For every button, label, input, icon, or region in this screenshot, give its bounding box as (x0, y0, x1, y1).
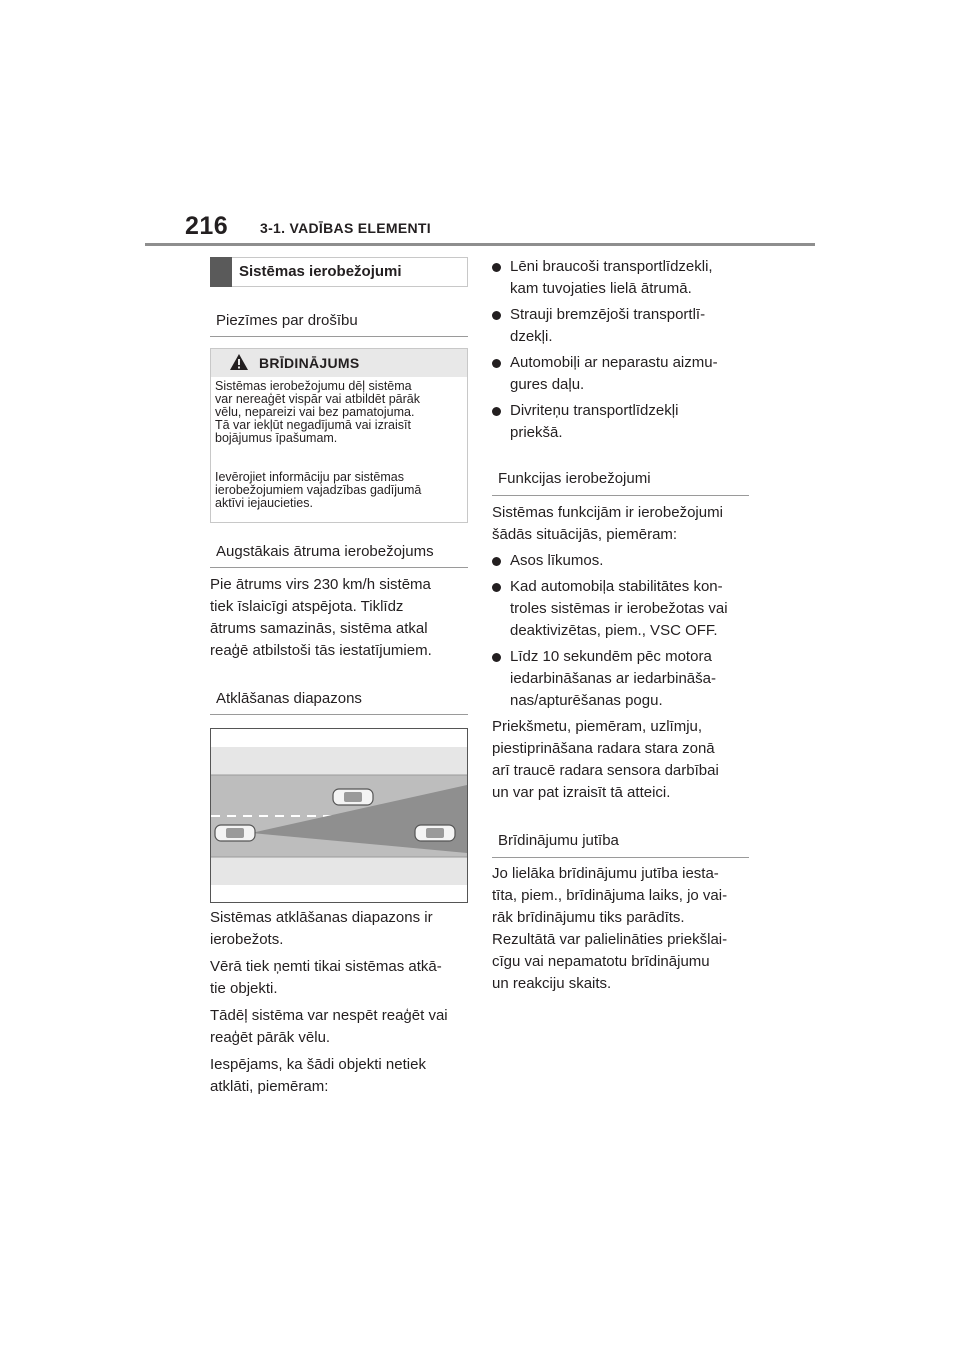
warning-line: var nereaģēt vispār vai atbildēt pārāk (215, 392, 420, 406)
section-tab-marker (210, 257, 232, 287)
bullet-line: Automobiļi ar neparastu aizmu- (510, 354, 718, 371)
safety-heading-rule (210, 336, 468, 337)
section-title: 3-1. VADĪBAS ELEMENTI (260, 220, 431, 236)
warning-sensitivity-heading: Brīdinājumu jutība (498, 832, 619, 849)
radar-obstruction-text (492, 716, 752, 804)
detection-paragraph (210, 956, 468, 1000)
bullet-item (492, 646, 752, 712)
body-line: arī traucē radara sensora darbībai (492, 762, 719, 779)
warning-text-2 (215, 471, 465, 510)
bullet-text (510, 256, 713, 300)
warning-line: Ievērojiet informāciju par sistēmas (215, 470, 404, 484)
body-line: Vērā tiek ņemti tikai sistēmas atkā- (210, 958, 442, 975)
bullet-dot (492, 263, 501, 272)
car-ahead-1 (333, 789, 373, 805)
bullet-item (492, 576, 752, 642)
bullet-line: Kad automobiļa stabilitātes kon- (510, 578, 723, 595)
body-line: Sistēmas atklāšanas diapazons ir (210, 909, 433, 926)
bullet-dot (492, 653, 501, 662)
warning-line: vēlu, nepareizi vai bez pamatojuma. (215, 405, 415, 419)
body-line: atklāti, piemēram: (210, 1078, 329, 1095)
bullet-line: nas/apturēšanas pogu. (510, 692, 663, 709)
bullet-line: dzekļi. (510, 328, 553, 345)
bullet-dot (492, 359, 501, 368)
road-diagram (211, 729, 467, 902)
section-box (210, 257, 468, 287)
bullet-line: Lēni braucoši transportlīdzekli, (510, 258, 713, 275)
bullet-text (510, 646, 716, 712)
bullet-dot (492, 407, 501, 416)
ego-car (215, 825, 255, 841)
function-limits-intro (492, 502, 752, 546)
bullet-line: Strauji bremzējoši transportlī- (510, 306, 706, 323)
body-line: Tādēļ sistēma var nespēt reaģēt vai (210, 1007, 448, 1024)
bullet-line: priekšā. (510, 424, 563, 441)
detection-range-illustration (210, 728, 468, 903)
bullet-dot (492, 583, 501, 592)
bullet-line: troles sistēmas ir ierobežotas vai (510, 600, 728, 617)
warning-header (211, 349, 467, 377)
body-line: ātrums samazinās, sistēma atkal (210, 620, 428, 637)
body-line: Pie ātrums virs 230 km/h sistēma (210, 576, 431, 593)
warning-line: bojājumus īpašumam. (215, 431, 338, 445)
body-line: tiek īslaicīgi atspējota. Tiklīdz (210, 598, 404, 615)
bullet-item (492, 256, 752, 300)
header-divider (145, 243, 815, 246)
body-line: piestiprināšana radara stara zonā (492, 740, 715, 757)
bullet-text (510, 550, 603, 572)
bullet-dot (492, 557, 501, 566)
body-line: Sistēmas funkcijām ir ierobežojumi (492, 504, 723, 521)
bullet-line: Divriteņu transportlīdzekļi (510, 402, 679, 419)
warning-box (210, 348, 468, 523)
detection-paragraph (210, 907, 468, 951)
bullet-item (492, 400, 752, 444)
bullet-text (510, 400, 678, 444)
bullet-item (492, 550, 752, 572)
bullet-dot (492, 311, 501, 320)
safety-heading: Piezīmes par drošību (216, 312, 358, 329)
warning-line: Tā var iekļūt negadījumā vai izraisīt (215, 418, 411, 432)
bullet-line: kam tuvojaties lielā ātrumā. (510, 280, 692, 297)
warning-title: BRĪDINĀJUMS (259, 355, 360, 371)
warning-text-1 (215, 380, 465, 445)
bullet-line: Līdz 10 sekundēm pēc motora (510, 648, 712, 665)
function-heading-rule (492, 495, 749, 496)
bullet-line: Asos līkumos. (510, 552, 604, 569)
bullet-line: iedarbināšanas ar iedarbināša- (510, 670, 716, 687)
sensitivity-heading-rule (492, 857, 749, 858)
warning-line: ierobežojumiem vajadzības gadījumā (215, 483, 422, 497)
detection-heading-rule (210, 714, 468, 715)
bullet-text (510, 304, 705, 348)
body-line: cīgu vai nepamatotu brīdinājumu (492, 953, 710, 970)
body-line: rāk brīdinājumu tiks parādīts. (492, 909, 685, 926)
bullet-item (492, 304, 752, 348)
body-line: reaģē atbilstoši tās iestatījumiem. (210, 642, 432, 659)
page-number: 216 (185, 212, 229, 240)
detection-paragraph (210, 1054, 468, 1098)
car-ahead-2 (415, 825, 455, 841)
body-line: Iespējams, ka šādi objekti netiek (210, 1056, 426, 1073)
body-line: un var pat izraisīt tā atteici. (492, 784, 671, 801)
speed-heading-rule (210, 567, 468, 568)
body-line: Jo lielāka brīdinājumu jutība iesta- (492, 865, 719, 882)
speed-limit-heading: Augstākais ātruma ierobežojums (216, 543, 434, 560)
body-line: Rezultātā var palielināties priekšlai- (492, 931, 728, 948)
bullet-item (492, 352, 752, 396)
warning-sensitivity-text (492, 863, 754, 995)
section-box-title: Sistēmas ierobežojumi (239, 263, 402, 280)
body-line: tīta, piem., brīdinājuma laiks, jo vai- (492, 887, 728, 904)
function-limits-heading: Funkcijas ierobežojumi (498, 470, 651, 487)
body-line: Priekšmetu, piemēram, uzlīmju, (492, 718, 703, 735)
body-line: un reakciju skaits. (492, 975, 612, 992)
body-line: tie objekti. (210, 980, 278, 997)
bullet-text (510, 576, 728, 642)
bullet-text (510, 352, 718, 396)
warning-line: Sistēmas ierobežojumu dēļ sistēma (215, 379, 412, 393)
detection-range-heading: Atklāšanas diapazons (216, 690, 362, 707)
speed-limit-text (210, 574, 468, 662)
bullet-line: gures daļu. (510, 376, 585, 393)
body-line: ierobežots. (210, 931, 284, 948)
body-line: reaģēt pārāk vēlu. (210, 1029, 331, 1046)
warning-triangle-icon (229, 353, 249, 371)
detection-paragraph (210, 1005, 468, 1049)
body-line: šādās situācijās, piemēram: (492, 526, 678, 543)
warning-line: aktīvi iejaucieties. (215, 496, 313, 510)
bullet-line: deaktivizētas, piem., VSC OFF. (510, 622, 718, 639)
detection-range-text (210, 907, 468, 1103)
